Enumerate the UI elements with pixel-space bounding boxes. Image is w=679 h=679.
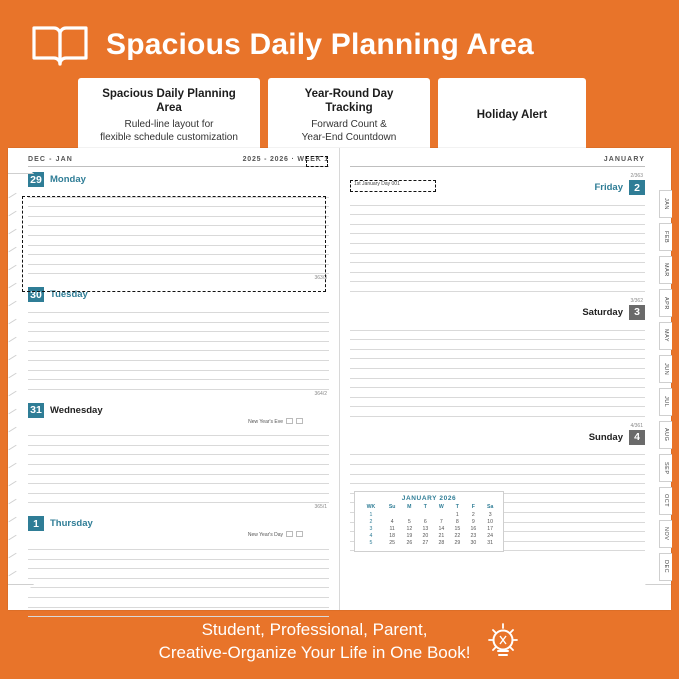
- ruled-lines[interactable]: [28, 540, 329, 617]
- mini-cal-cell: 9: [471, 518, 475, 525]
- ruled-lines[interactable]: [28, 427, 329, 504]
- mini-cal-cell: [383, 511, 401, 518]
- day-block-wednesday: [28, 403, 329, 512]
- mini-cal-cell: [433, 511, 449, 518]
- callout-subtitle: Ruled-line layout for flexible schedule customization: [100, 118, 238, 143]
- month-tab-may[interactable]: MAY: [659, 322, 672, 350]
- day-header: [28, 516, 329, 531]
- page-footer: [0, 619, 679, 665]
- mini-cal-cell: 15: [454, 526, 461, 533]
- day-count-note: 3/362: [630, 297, 643, 304]
- planner-left-page: [8, 148, 340, 610]
- mini-calendar-table: [359, 504, 499, 547]
- mini-cal-week-row: [359, 511, 499, 518]
- mini-cal-cell: 3: [369, 526, 373, 533]
- callout-row: [0, 68, 679, 153]
- day-name: Thursday: [50, 518, 93, 530]
- left-page-week-label: 2025 - 2026 · WEEK 1: [242, 156, 329, 163]
- mini-cal-th: M: [407, 504, 412, 511]
- right-page-header: [350, 156, 645, 167]
- page-title: Spacious Daily Planning Area: [106, 28, 534, 61]
- right-page-month: JANUARY: [603, 156, 645, 163]
- mini-cal-cell: 11: [389, 526, 395, 533]
- day-block-thursday: [28, 516, 329, 617]
- month-tab-mar[interactable]: MAR: [659, 256, 672, 284]
- mini-cal-cell: 20: [422, 533, 429, 540]
- day-number: 2: [629, 180, 645, 195]
- day-name: Monday: [50, 174, 86, 185]
- mini-calendar-body: [359, 511, 499, 547]
- mini-cal-th: T: [423, 504, 427, 511]
- month-tab-strip[interactable]: [659, 190, 672, 581]
- page-header: [0, 0, 679, 68]
- footer-line-2: Creative-Organize Your Life in One Book!: [158, 643, 471, 663]
- mini-cal-cell: 17: [487, 526, 494, 533]
- day-number: 4: [629, 430, 645, 445]
- day-name: Tuesday: [50, 289, 88, 301]
- mini-cal-week-row: [359, 525, 499, 532]
- month-tab-jun[interactable]: JUN: [659, 355, 672, 383]
- month-tab-apr[interactable]: APR: [659, 289, 672, 317]
- month-tab-oct[interactable]: OCT: [659, 487, 672, 515]
- mini-cal-cell: 10: [487, 518, 494, 525]
- mini-cal-cell: 29: [454, 540, 461, 547]
- mini-cal-cell: 28: [438, 540, 445, 547]
- mini-cal-cell: 13: [422, 526, 429, 533]
- mini-cal-cell: 1: [455, 511, 459, 518]
- mini-cal-cell: 18: [389, 533, 396, 540]
- mini-cal-cell: 14: [438, 526, 445, 533]
- mini-cal-week-row: [359, 540, 499, 547]
- callout-holiday-alert: [438, 78, 586, 153]
- mini-cal-th: WK: [366, 504, 376, 511]
- left-page-month-range: DEC - JAN: [28, 156, 73, 163]
- day-count-note: 2/363: [630, 173, 643, 179]
- day-number: 30: [28, 287, 44, 302]
- day-count-note: 363/3: [314, 275, 327, 282]
- day-name: Sunday: [588, 431, 623, 443]
- mini-cal-cell: 16: [470, 526, 477, 533]
- mini-cal-cell: 12: [406, 526, 413, 533]
- day-name: Wednesday: [50, 404, 103, 416]
- month-tab-nov[interactable]: NOV: [659, 520, 672, 548]
- mini-cal-cell: 6: [423, 518, 427, 525]
- day-header: [350, 430, 645, 445]
- mini-cal-cell: 25: [389, 540, 396, 547]
- month-tab-jan[interactable]: JAN: [659, 190, 672, 218]
- ruled-lines[interactable]: [28, 188, 329, 274]
- day-tracking-annotation: 1st January Day 001: [354, 181, 400, 187]
- mini-cal-cell: 21: [438, 533, 445, 540]
- mini-cal-cell: 4: [369, 533, 373, 540]
- callout-spacious-daily-planning: [78, 78, 260, 153]
- mini-cal-cell: 31: [487, 540, 494, 547]
- day-header: [350, 305, 645, 320]
- day-block-monday: [28, 172, 329, 282]
- month-tab-sep[interactable]: SEP: [659, 454, 672, 482]
- month-tab-aug[interactable]: AUG: [659, 421, 672, 449]
- holiday-alert-thursday: New Year's Day: [28, 531, 329, 539]
- callout-year-round-day-tracking: [268, 78, 430, 153]
- mini-cal-cell: [417, 511, 433, 518]
- mini-cal-week-row: [359, 533, 499, 540]
- day-number: 3: [629, 305, 645, 320]
- month-tab-feb[interactable]: FEB: [659, 223, 672, 251]
- ruled-lines[interactable]: [350, 196, 645, 292]
- day-block-tuesday: [28, 287, 329, 397]
- footer-text: [159, 619, 471, 665]
- planner-spread: [8, 148, 671, 610]
- day-number: 1: [28, 516, 44, 531]
- lightbulb-icon: [486, 622, 520, 662]
- month-tab-jul[interactable]: JUL: [659, 388, 672, 416]
- mini-cal-week-row: [359, 518, 499, 525]
- mini-cal-th: Su: [388, 504, 396, 511]
- mini-cal-cell: 27: [422, 540, 429, 547]
- day-count-note: 365/1: [314, 504, 327, 511]
- highlight-week-label: [306, 156, 328, 167]
- mini-cal-cell: 1: [369, 511, 373, 518]
- mini-cal-cell: [401, 511, 417, 518]
- ruled-lines[interactable]: [28, 303, 329, 389]
- day-name: Saturday: [582, 306, 623, 318]
- day-header: [28, 172, 329, 187]
- mini-cal-cell: 5: [369, 540, 373, 547]
- day-count-note: 4/361: [630, 422, 643, 429]
- callout-title: Year-Round Day Tracking: [304, 88, 394, 115]
- month-tab-dec[interactable]: DEC: [659, 553, 672, 581]
- day-header: [28, 287, 329, 302]
- mini-cal-cell: 3: [488, 511, 492, 518]
- day-header: [28, 403, 329, 418]
- mini-cal-cell: 8: [455, 518, 459, 525]
- mini-cal-cell: 30: [470, 540, 477, 547]
- footer-line-1: Student, Professional, Parent,: [201, 620, 428, 640]
- mini-cal-th: Sa: [486, 504, 494, 511]
- callout-title: Spacious Daily Planning Area: [102, 88, 236, 115]
- mini-cal-cell: 23: [470, 533, 477, 540]
- callout-title: Holiday Alert: [476, 109, 548, 122]
- mini-cal-cell: 2: [369, 518, 373, 525]
- mini-cal-cell: 22: [454, 533, 461, 540]
- ruled-lines[interactable]: [350, 321, 645, 417]
- mini-cal-cell: 5: [407, 518, 411, 525]
- day-number: 31: [28, 403, 44, 418]
- mini-cal-cell: 4: [390, 518, 394, 525]
- day-block-saturday: [350, 297, 645, 417]
- mini-cal-cell: 24: [487, 533, 494, 540]
- mini-cal-th: F: [471, 504, 475, 511]
- mini-calendar-header-row: [359, 504, 499, 511]
- mini-calendar-january[interactable]: [354, 491, 504, 552]
- mini-calendar-title: JANUARY 2026: [401, 494, 457, 502]
- day-number: 29: [28, 172, 44, 187]
- callout-subtitle: Forward Count & Year-End Countdown: [301, 118, 397, 143]
- open-book-icon: [30, 22, 90, 68]
- mini-cal-cell: 26: [406, 540, 413, 547]
- page-edge-hatch: [8, 178, 18, 578]
- left-page-header: [28, 156, 329, 167]
- mini-cal-cell: 2: [471, 511, 475, 518]
- day-name: Friday: [594, 182, 623, 193]
- mini-cal-th: W: [438, 504, 444, 511]
- mini-cal-cell: 7: [439, 518, 443, 525]
- day-count-note: 364/2: [314, 390, 327, 397]
- mini-cal-th: T: [455, 504, 459, 511]
- planner-right-page: [340, 148, 671, 610]
- holiday-alert-wednesday: New Year's Eve: [28, 418, 329, 426]
- mini-cal-cell: 19: [406, 533, 413, 540]
